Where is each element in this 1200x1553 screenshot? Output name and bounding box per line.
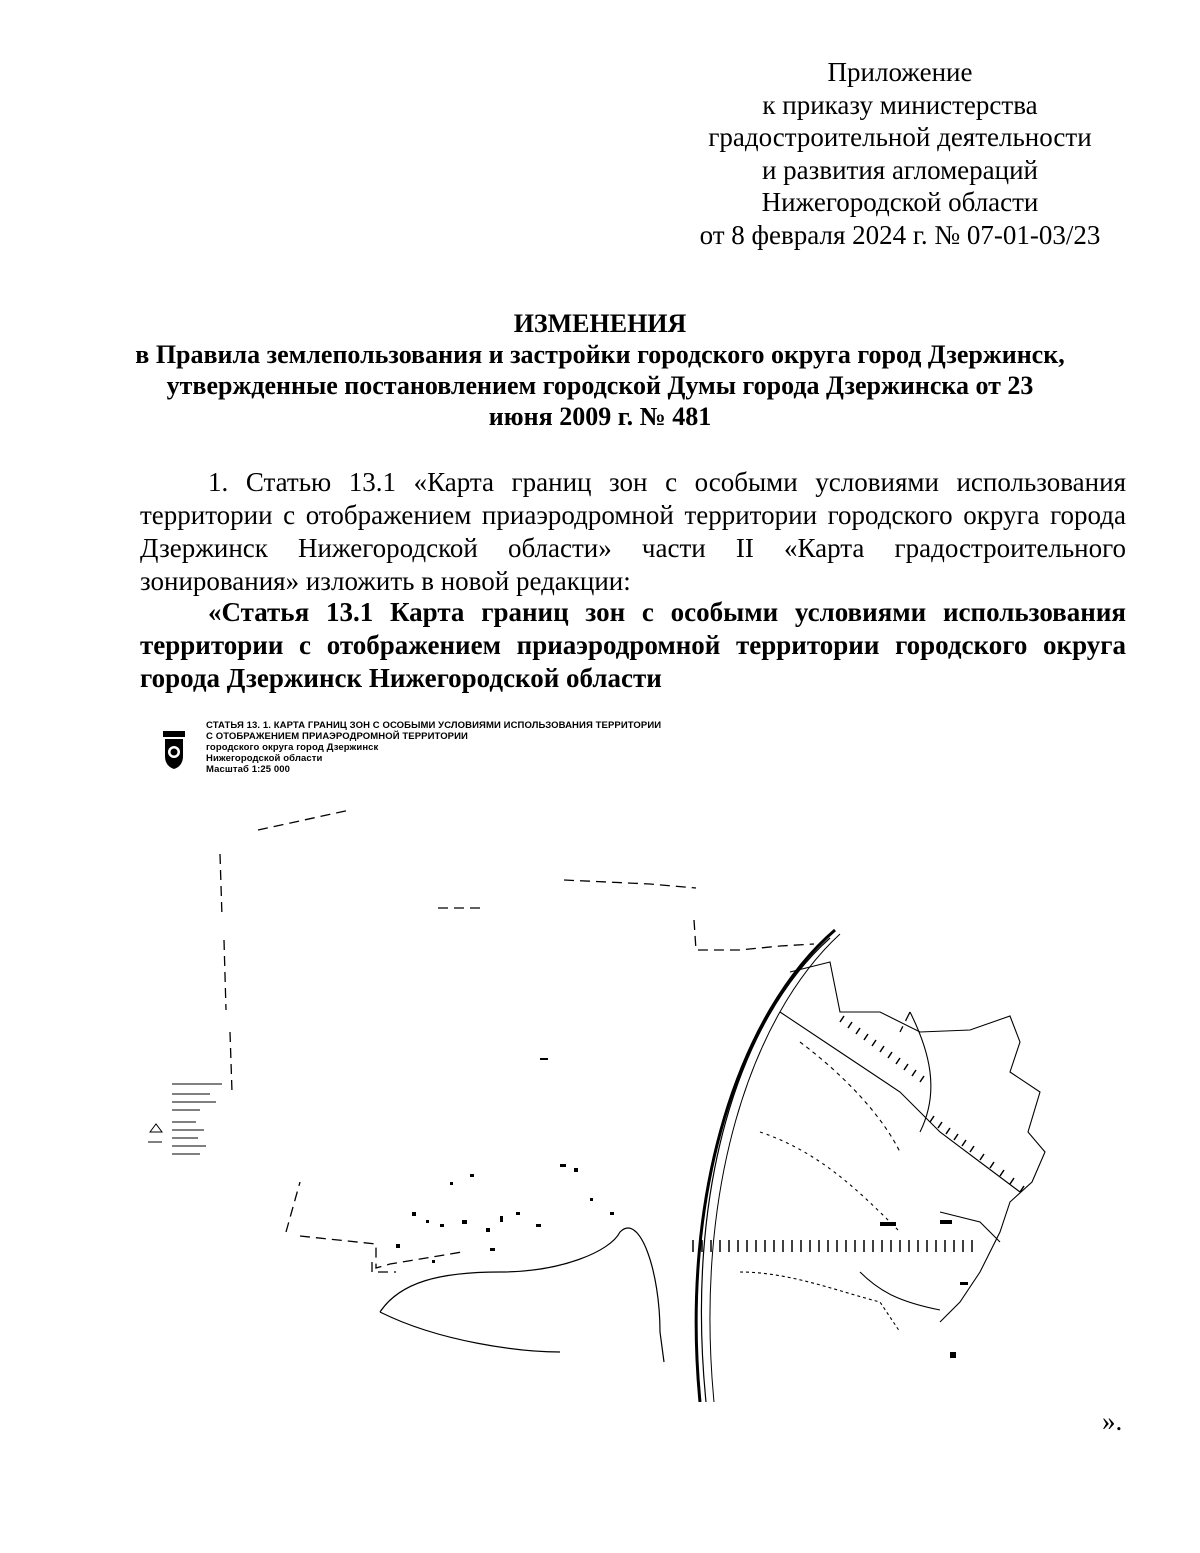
appendix-line: к приказу министерства — [762, 89, 1038, 120]
article-line: «Статья 13.1 Карта границ зон с особыми условиями использования — [208, 597, 1126, 627]
aerodrome-boundary-arc — [696, 930, 840, 1402]
heading-line: в Правила землепользования и застройки городского округа город Дзержинск, — [135, 340, 1065, 369]
document-heading — [120, 308, 1080, 432]
map-title-line: Масштаб 1:25 000 — [206, 764, 291, 775]
appendix-line: от 8 февраля 2024 г. № 07-01-03/23 — [699, 219, 1101, 250]
protection-zone-hatching — [693, 1016, 1024, 1252]
map-legend — [148, 1084, 222, 1154]
appendix-line: Приложение — [827, 57, 973, 87]
article-line: города Дзержинск Нижегородской области — [140, 663, 662, 693]
article-line: территории с отображением приаэродромной территории городского округа — [140, 630, 1126, 660]
paragraph-line: зонирования» изложить в новой редакции: — [140, 566, 631, 596]
heading-line: утвержденные постановлением городской Думы города Дзержинска от 23 — [166, 371, 1034, 400]
settlement-marks — [396, 1058, 968, 1358]
territory-boundary — [220, 810, 910, 1272]
article-heading — [140, 596, 1126, 695]
map-title-line: Нижегородской области — [206, 753, 323, 764]
southern-boundary — [380, 1228, 664, 1362]
paragraph-amendment — [140, 466, 1126, 598]
map-drawing — [140, 712, 1080, 1402]
map-title-line: С ОТОБРАЖЕНИЕМ ПРИАЭРОДРОМНОЙ ТЕРРИТОРИИ — [206, 731, 468, 742]
appendix-block — [690, 56, 1110, 251]
paragraph-line: территории с отображением приаэродромной территории городского округа города — [140, 500, 1126, 530]
closing-quote: ». — [1102, 1406, 1123, 1436]
zoning-map — [140, 712, 1080, 1402]
heading-line: июня 2009 г. № 481 — [488, 402, 712, 431]
document-title: ИЗМЕНЕНИЯ — [513, 309, 687, 338]
appendix-line: и развития агломераций — [761, 154, 1038, 185]
map-title-line: СТАТЬЯ 13. 1. КАРТА ГРАНИЦ ЗОН С ОСОБЫМИ УСЛОВИЯМИ ИСПОЛЬЗОВАНИЯ ТЕРРИТОРИИ — [206, 720, 662, 731]
district-outlines — [740, 962, 1045, 1332]
paragraph-line: Дзержинск Нижегородской области» части II «Карта градостроительного — [140, 533, 1126, 563]
map-title-line: городского округа город Дзержинск — [206, 742, 379, 753]
appendix-line: градостроительной деятельности — [708, 122, 1092, 152]
appendix-line: Нижегородской области — [761, 187, 1039, 217]
paragraph-line: 1. Статью 13.1 «Карта границ зон с особыми условиями использования — [208, 467, 1126, 497]
